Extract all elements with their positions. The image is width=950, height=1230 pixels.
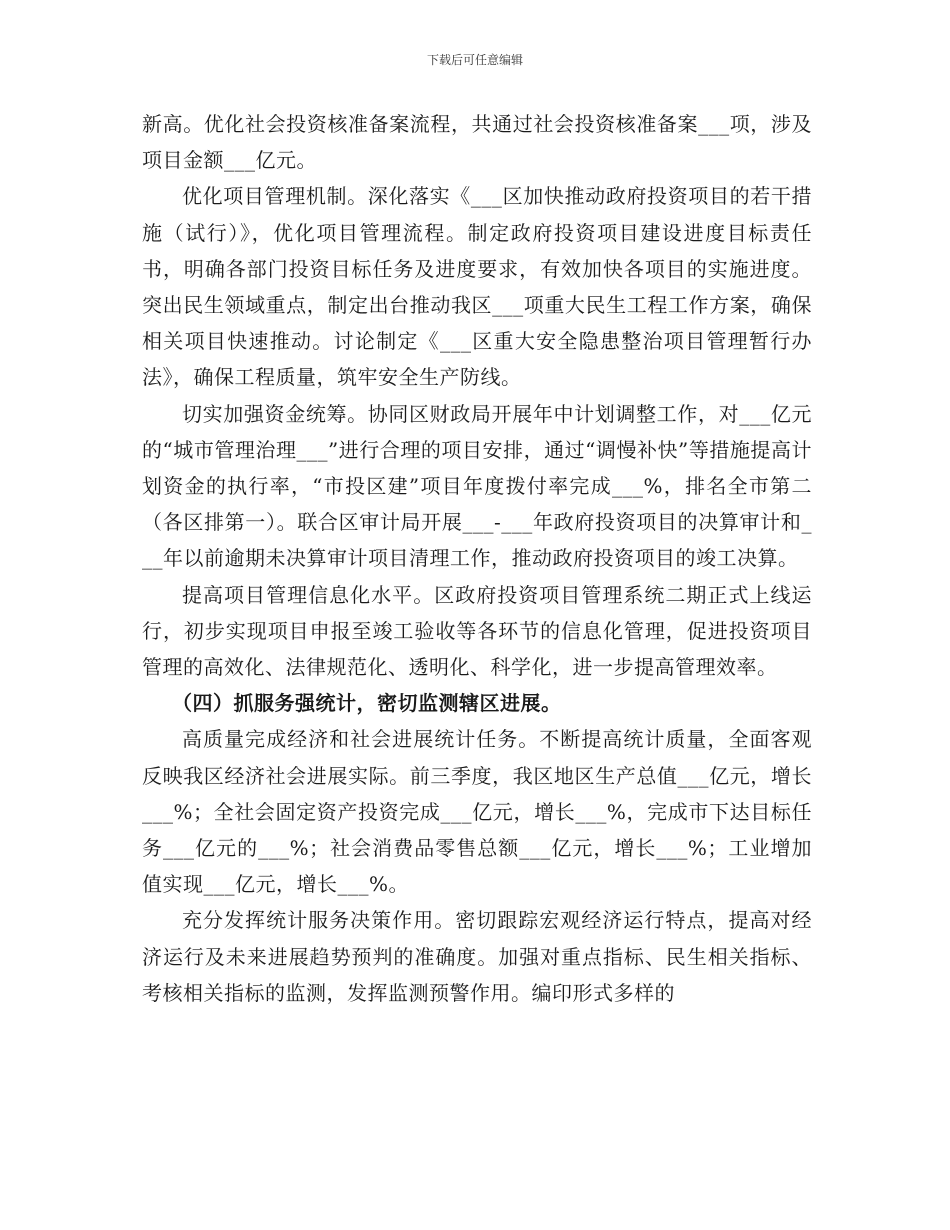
document-body: [142, 106, 812, 1011]
paragraph-continuation: 新高。优化社会投资核准备案流程，共通过社会投资核准备案___项，涉及项目金额___亿元。: [142, 112, 812, 173]
section-heading-four: （四）抓服务强统计，密切监测辖区进展。: [172, 691, 562, 716]
paragraph-informatization: 提高项目管理信息化水平。区政府投资项目管理系统二期正式上线运行，初步实现项目申报至竣工验收等各环节的信息化管理，促进投资项目管理的高效化、法律规范化、透明化、科学化，进一步提高管理效率。: [142, 582, 812, 680]
paragraph-project-management: 优化项目管理机制。深化落实《___区加快推动政府投资项目的若干措施（试行）》，优化项目管理流程。制定政府投资项目建设进度目标责任书，明确各部门投资目标任务及进度要求，有效加快各项目的实施进度。突出民生领域重点，制定出台推动我区___项重大民生工程工作方案，确保相关项目快速推动。讨论制定《___区重大安全隐患整治项目管理暂行办法》，确保工程质量，筑牢安全生产防线。: [142, 184, 812, 390]
header-note: 下载后可任意编辑: [426, 53, 523, 67]
paragraph-statistics-decision: 充分发挥统计服务决策作用。密切跟踪宏观经济运行特点，提高对经济运行及未来进展趋势预判的准确度。加强对重点指标、民生相关指标、考核相关指标的监测，发挥监测预警作用。编印形式多样的: [142, 908, 812, 1005]
paragraph-fund-coordination: 切实加强资金统筹。协同区财政局开展年中计划调整工作，对___亿元的“城市管理治理___”进行合理的项目安排，通过“调慢补快”等措施提高计划资金的执行率，“市投区建”项目年度拨付率完成___%，排名全市第二（各区排第一）。联合区审计局开展___-___年政府投资项目的决算审计和___年以前逾期未决算审计项目清理工作，推动政府投资项目的竣工决算。: [142, 401, 812, 571]
paragraph-statistics-tasks: 高质量完成经济和社会进展统计任务。不断提高统计质量，全面客观反映我区经济社会进展实际。前三季度，我区地区生产总值___亿元，增长___%；全社会固定资产投资完成___亿元，增长___%，完成市下达目标任务___亿元的___%；社会消费品零售总额___亿元，增长___%；工业增加值实现___亿元，增长___%。: [142, 727, 812, 897]
